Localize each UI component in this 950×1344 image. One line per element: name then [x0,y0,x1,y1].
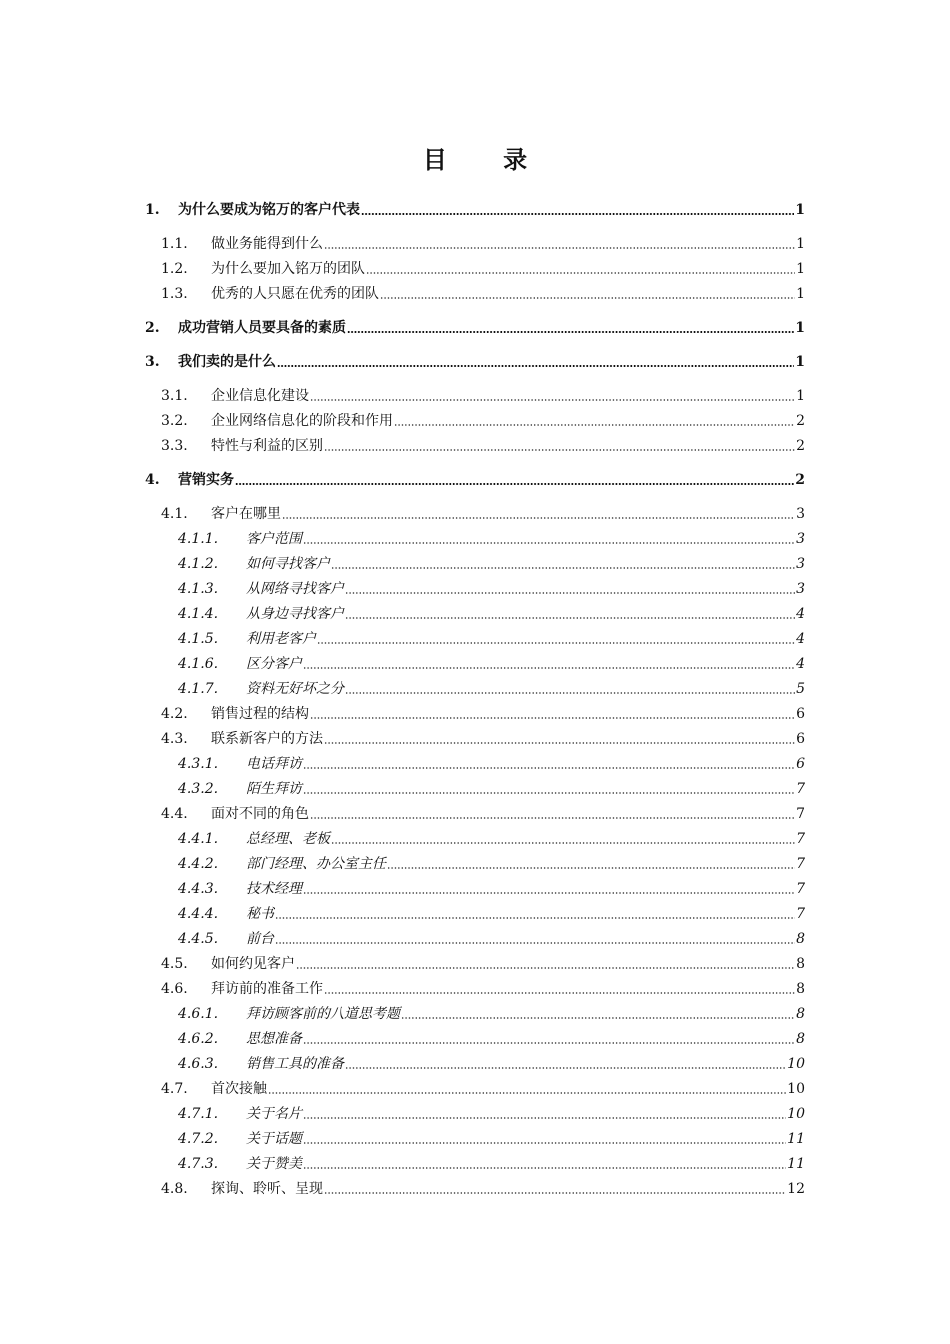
dot-leader [380,297,795,299]
toc-entry-label: 客户在哪里 [211,506,281,522]
toc-entry[interactable] [145,1148,805,1173]
dot-leader [345,617,795,619]
toc-entry-page-number: 3 [796,506,805,522]
dot-leader [324,1192,786,1194]
toc-entry[interactable] [145,464,805,489]
toc-entry-number: 4.4.5. [178,931,219,947]
toc-entry-page-number: 1 [796,286,805,302]
toc-entry-number: 4.7. [161,1081,188,1097]
toc-entry-label: 部门经理、办公室主任 [246,856,386,872]
toc-entry[interactable] [145,1123,805,1148]
dot-leader [331,567,795,569]
toc-entry-number: 1.2. [161,261,188,277]
toc-entry-number: 4.5. [161,956,188,972]
toc-entry[interactable] [145,923,805,948]
toc-entry-number: 1. [145,202,160,218]
toc-entry[interactable] [145,346,805,371]
toc-entry-label: 联系新客户的方法 [211,731,323,747]
dot-leader [277,365,794,367]
dot-leader [394,424,795,426]
dot-leader [296,967,795,969]
dot-leader [345,1067,786,1069]
dot-leader [303,542,795,544]
toc-entry[interactable] [145,598,805,623]
dot-leader [303,892,795,894]
toc-entry-number: 1.1. [161,236,188,252]
toc-entry[interactable] [145,430,805,455]
toc-entry-label: 面对不同的角色 [211,806,309,822]
toc-entry-page-number: 1 [796,388,805,404]
toc-entry-label: 客户范围 [246,531,302,547]
toc-entry-page-number: 4 [796,656,805,672]
toc-entry-label: 成功营销人员要具备的素质 [178,320,346,336]
toc-entry-number: 4.4.1. [178,831,219,847]
toc-entry-number: 4.1. [161,506,188,522]
toc-entry-label: 如何寻找客户 [246,556,330,572]
toc-entry-number: 4.1.2. [178,556,219,572]
toc-entry-page-number: 8 [796,1031,805,1047]
toc-entry-number: 4.6. [161,981,188,997]
toc-entry-label: 陌生拜访 [246,781,302,797]
toc-entry[interactable] [145,573,805,598]
toc-entry[interactable] [145,948,805,973]
toc-entry[interactable] [145,405,805,430]
toc-entry[interactable] [145,973,805,998]
toc-entry[interactable] [145,873,805,898]
toc-entry-label: 为什么要成为铭万的客户代表 [178,202,360,218]
toc-entry[interactable] [145,523,805,548]
toc-entry-page-number: 3 [796,531,805,547]
toc-entry-label: 前台 [246,931,274,947]
dot-leader [303,1142,786,1144]
toc-entry-number: 4.4. [161,806,188,822]
toc-entry-number: 4. [145,472,160,488]
toc-entry-page-number: 4 [796,631,805,647]
dot-leader [310,817,795,819]
toc-entry-label: 关于赞美 [246,1156,302,1172]
toc-entry-page-number: 3 [796,581,805,597]
toc-entry[interactable] [145,673,805,698]
toc-entry-page-number: 8 [796,1006,805,1022]
toc-entry-page-number: 12 [787,1181,805,1197]
toc-entry-label: 销售工具的准备 [246,1056,344,1072]
dot-leader [324,742,795,744]
toc-entry-page-number: 1 [796,236,805,252]
toc-entry-label: 特性与利益的区别 [211,438,323,454]
toc-entry[interactable] [145,278,805,303]
toc-entry-page-number: 2 [796,413,805,429]
toc-entry-label: 营销实务 [178,472,234,488]
toc-entry-label: 电话拜访 [246,756,302,772]
toc-entry-label: 如何约见客户 [211,956,295,972]
toc-entry-label: 为什么要加入铭万的团队 [211,261,365,277]
dot-leader [401,1017,795,1019]
toc-entry-number: 4.4.4. [178,906,219,922]
toc-entry-page-number: 7 [796,781,805,797]
toc-entry-label: 企业信息化建设 [211,388,309,404]
toc-entry-number: 3.3. [161,438,188,454]
toc-entry-number: 4.6.2. [178,1031,219,1047]
dot-leader [275,942,795,944]
toc-entry-label: 拜访顾客前的八道思考题 [246,1006,400,1022]
toc-entry-label: 企业网络信息化的阶段和作用 [211,413,393,429]
toc-entry-page-number: 6 [796,731,805,747]
toc-entry-number: 4.1.3. [178,581,219,597]
dot-leader [361,213,794,215]
toc-entry-page-number: 6 [796,706,805,722]
toc-list [145,194,805,1198]
toc-entry-number: 4.3. [161,731,188,747]
toc-entry[interactable] [145,1073,805,1098]
toc-entry-number: 4.7.1. [178,1106,219,1122]
toc-entry-page-number: 7 [796,906,805,922]
toc-entry[interactable] [145,312,805,337]
dot-leader [310,717,795,719]
toc-entry[interactable] [145,773,805,798]
toc-entry[interactable] [145,823,805,848]
toc-entry-number: 4.3.2. [178,781,219,797]
dot-leader [282,517,795,519]
toc-entry[interactable] [145,253,805,278]
toc-entry-number: 4.8. [161,1181,188,1197]
toc-entry-label: 利用老客户 [246,631,316,647]
toc-entry[interactable] [145,848,805,873]
toc-entry-number: 4.1.5. [178,631,219,647]
dot-leader [345,692,795,694]
toc-entry-page-number: 1 [795,354,805,370]
toc-entry[interactable] [145,1173,805,1198]
toc-entry-page-number: 2 [796,438,805,454]
toc-entry-label: 优秀的人只愿在优秀的团队 [211,286,379,302]
toc-entry-page-number: 2 [795,472,805,488]
dot-leader [324,247,795,249]
toc-entry-number: 4.4.2. [178,856,219,872]
dot-leader [324,449,795,451]
dot-leader [310,399,795,401]
toc-entry[interactable] [145,1048,805,1073]
toc-entry-label: 从网络寻找客户 [246,581,344,597]
toc-entry[interactable] [145,723,805,748]
dot-leader [268,1092,786,1094]
toc-entry-page-number: 8 [796,931,805,947]
toc-entry[interactable] [145,623,805,648]
toc-entry[interactable] [145,648,805,673]
toc-entry-label: 我们卖的是什么 [178,354,276,370]
toc-entry-page-number: 6 [796,756,805,772]
toc-entry-number: 2. [145,320,160,336]
dot-leader [303,667,795,669]
toc-entry-label: 从身边寻找客户 [246,606,344,622]
toc-entry-page-number: 10 [787,1056,805,1072]
dot-leader [303,1117,786,1119]
toc-entry-number: 4.2. [161,706,188,722]
toc-entry-number: 4.3.1. [178,756,219,772]
toc-entry-page-number: 1 [796,261,805,277]
toc-entry[interactable] [145,548,805,573]
dot-leader [303,1042,795,1044]
toc-entry-label: 区分客户 [246,656,302,672]
toc-entry-label: 拜访前的准备工作 [211,981,323,997]
toc-entry-label: 资料无好坏之分 [246,681,344,697]
toc-entry-label: 思想准备 [246,1031,302,1047]
toc-entry[interactable] [145,228,805,253]
toc-entry-number: 4.7.2. [178,1131,219,1147]
toc-entry-label: 关于话题 [246,1131,302,1147]
toc-entry-label: 关于名片 [246,1106,302,1122]
toc-entry[interactable] [145,898,805,923]
dot-leader [324,992,795,994]
toc-entry-number: 4.4.3. [178,881,219,897]
dot-leader [331,842,795,844]
dot-leader [345,592,795,594]
toc-entry-page-number: 8 [796,981,805,997]
toc-entry-label: 技术经理 [246,881,302,897]
dot-leader [387,867,795,869]
toc-entry[interactable] [145,194,805,219]
toc-entry[interactable] [145,998,805,1023]
toc-entry-number: 3.2. [161,413,188,429]
toc-entry-number: 4.6.1. [178,1006,219,1022]
toc-entry-label: 秘书 [246,906,274,922]
toc-entry-label: 销售过程的结构 [211,706,309,722]
toc-entry-label: 探询、聆听、呈现 [211,1181,323,1197]
dot-leader [303,792,795,794]
toc-entry-number: 1.3. [161,286,188,302]
toc-entry-page-number: 7 [796,856,805,872]
toc-entry-number: 4.6.3. [178,1056,219,1072]
toc-entry-page-number: 3 [796,556,805,572]
toc-entry-page-number: 11 [787,1131,805,1147]
dot-leader [303,1167,786,1169]
toc-title: 目 录 [422,145,552,174]
toc-entry-label: 做业务能得到什么 [211,236,323,252]
toc-entry-number: 4.1.7. [178,681,219,697]
toc-entry-page-number: 1 [795,202,805,218]
toc-entry-page-number: 8 [796,956,805,972]
toc-entry-number: 4.1.4. [178,606,219,622]
toc-entry[interactable] [145,748,805,773]
toc-entry-page-number: 10 [787,1106,805,1122]
toc-entry-number: 3.1. [161,388,188,404]
toc-entry-page-number: 10 [787,1081,805,1097]
toc-entry[interactable] [145,1023,805,1048]
toc-entry-label: 首次接触 [211,1081,267,1097]
toc-entry-label: 总经理、老板 [246,831,330,847]
toc-entry[interactable] [145,1098,805,1123]
toc-entry-page-number: 11 [787,1156,805,1172]
toc-entry-page-number: 5 [796,681,805,697]
toc-entry[interactable] [145,698,805,723]
dot-leader [366,272,795,274]
toc-entry-page-number: 4 [796,606,805,622]
toc-entry-page-number: 1 [795,320,805,336]
dot-leader [235,483,794,485]
toc-entry-number: 4.1.1. [178,531,219,547]
toc-entry-number: 3. [145,354,160,370]
dot-leader [303,767,795,769]
toc-entry[interactable] [145,380,805,405]
toc-entry-page-number: 7 [796,806,805,822]
toc-entry-number: 4.1.6. [178,656,219,672]
toc-entry[interactable] [145,798,805,823]
dot-leader [347,331,794,333]
toc-entry-page-number: 7 [796,831,805,847]
dot-leader [317,642,795,644]
dot-leader [275,917,795,919]
toc-entry-page-number: 7 [796,881,805,897]
toc-entry-number: 4.7.3. [178,1156,219,1172]
toc-entry[interactable] [145,498,805,523]
